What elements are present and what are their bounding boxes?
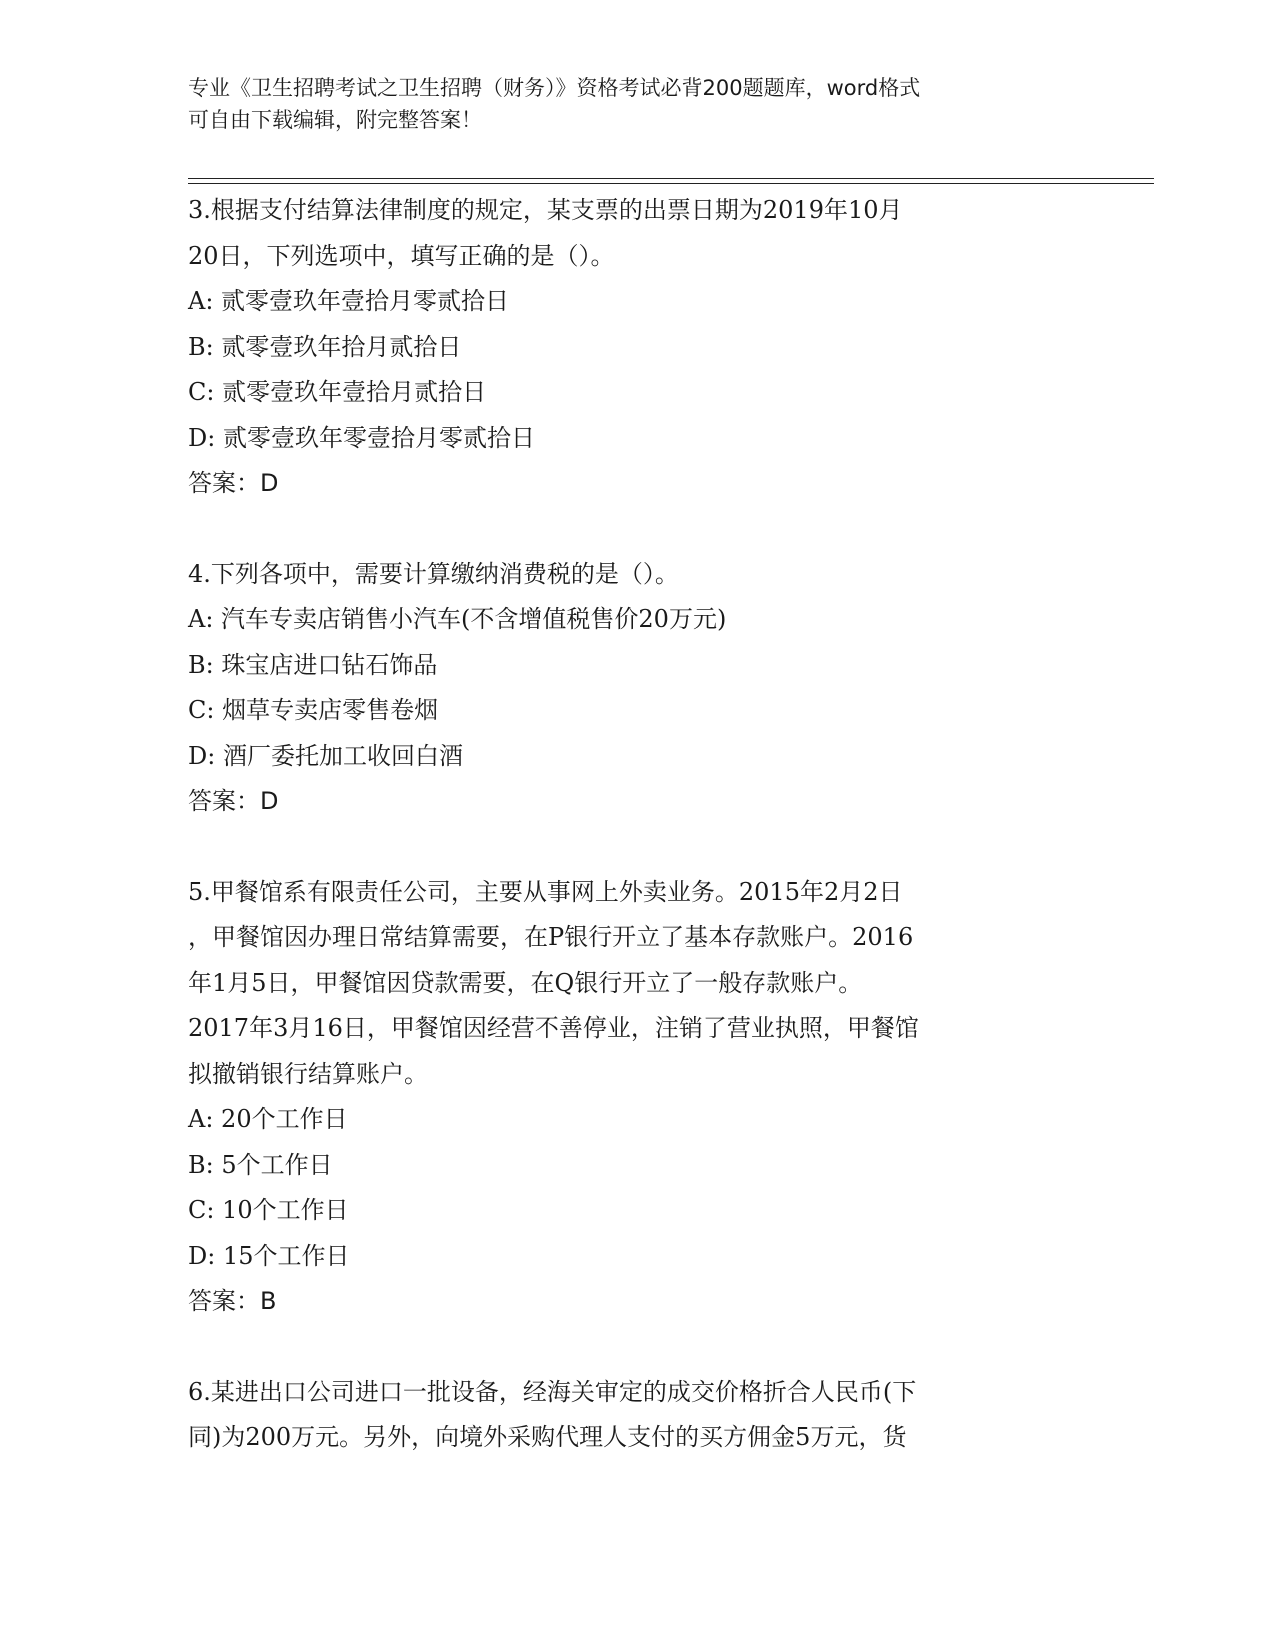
question-stem-line: 同)为200万元。另外，向境外采购代理人支付的买方佣金5万元，货 [188, 1423, 907, 1451]
header-rule-top [188, 178, 1154, 179]
question-6 [188, 1370, 1088, 1461]
answer: 答案：D [188, 787, 279, 815]
question-stem-line: 20日，下列选项中，填写正确的是（）。 [188, 241, 615, 270]
question-list [188, 188, 1088, 1461]
question-3 [188, 188, 1088, 507]
question-stem-line: 拟撤销银行结算账户。 [188, 1059, 428, 1088]
question-stem-line: 4.下列各项中，需要计算缴纳消费税的是（）。 [188, 559, 679, 588]
option-a: A: 汽车专卖店销售小汽车(不含增值税售价20万元) [188, 605, 727, 633]
header-rule-bottom [188, 183, 1154, 184]
question-stem-line: 年1月5日，甲餐馆因贷款需要，在Q银行开立了一般存款账户。 [188, 968, 863, 997]
option-a: A: 20个工作日 [188, 1105, 348, 1133]
question-stem-line: 2017年3月16日，甲餐馆因经营不善停业，注销了营业执照，甲餐馆 [188, 1014, 919, 1042]
question-stem-line: 3.根据支付结算法律制度的规定，某支票的出票日期为2019年10月 [188, 196, 903, 224]
answer: 答案：B [188, 1287, 277, 1315]
option-d: D: 酒厂委托加工收回白酒 [188, 741, 463, 770]
header-line-1: 专业《卫生招聘考试之卫生招聘（财务）》资格考试必背200题题库，word格式 [188, 76, 921, 100]
option-c: C: 贰零壹玖年壹拾月贰拾日 [188, 378, 487, 406]
question-stem-line: 5.甲餐馆系有限责任公司，主要从事网上外卖业务。2015年2月2日 [188, 877, 903, 906]
document-header [188, 72, 1068, 136]
question-5 [188, 870, 1088, 1325]
option-b: B: 5个工作日 [188, 1150, 333, 1179]
option-c: C: 烟草专卖店零售卷烟 [188, 696, 439, 724]
question-stem-line: ，甲餐馆因办理日常结算需要，在P银行开立了基本存款账户。2016 [188, 923, 914, 951]
option-a: A: 贰零壹玖年壹拾月零贰拾日 [188, 287, 510, 315]
header-line-2: 可自由下载编辑，附完整答案！ [188, 108, 482, 132]
option-b: B: 珠宝店进口钻石饰品 [188, 650, 438, 679]
option-c: C: 10个工作日 [188, 1196, 349, 1224]
answer: 答案：D [188, 469, 279, 497]
question-stem-line: 6.某进出口公司进口一批设备，经海关审定的成交价格折合人民币(下 [188, 1377, 917, 1406]
option-d: D: 贰零壹玖年零壹拾月零贰拾日 [188, 423, 535, 452]
option-d: D: 15个工作日 [188, 1241, 350, 1270]
option-b: B: 贰零壹玖年拾月贰拾日 [188, 332, 462, 361]
question-4 [188, 552, 1088, 825]
